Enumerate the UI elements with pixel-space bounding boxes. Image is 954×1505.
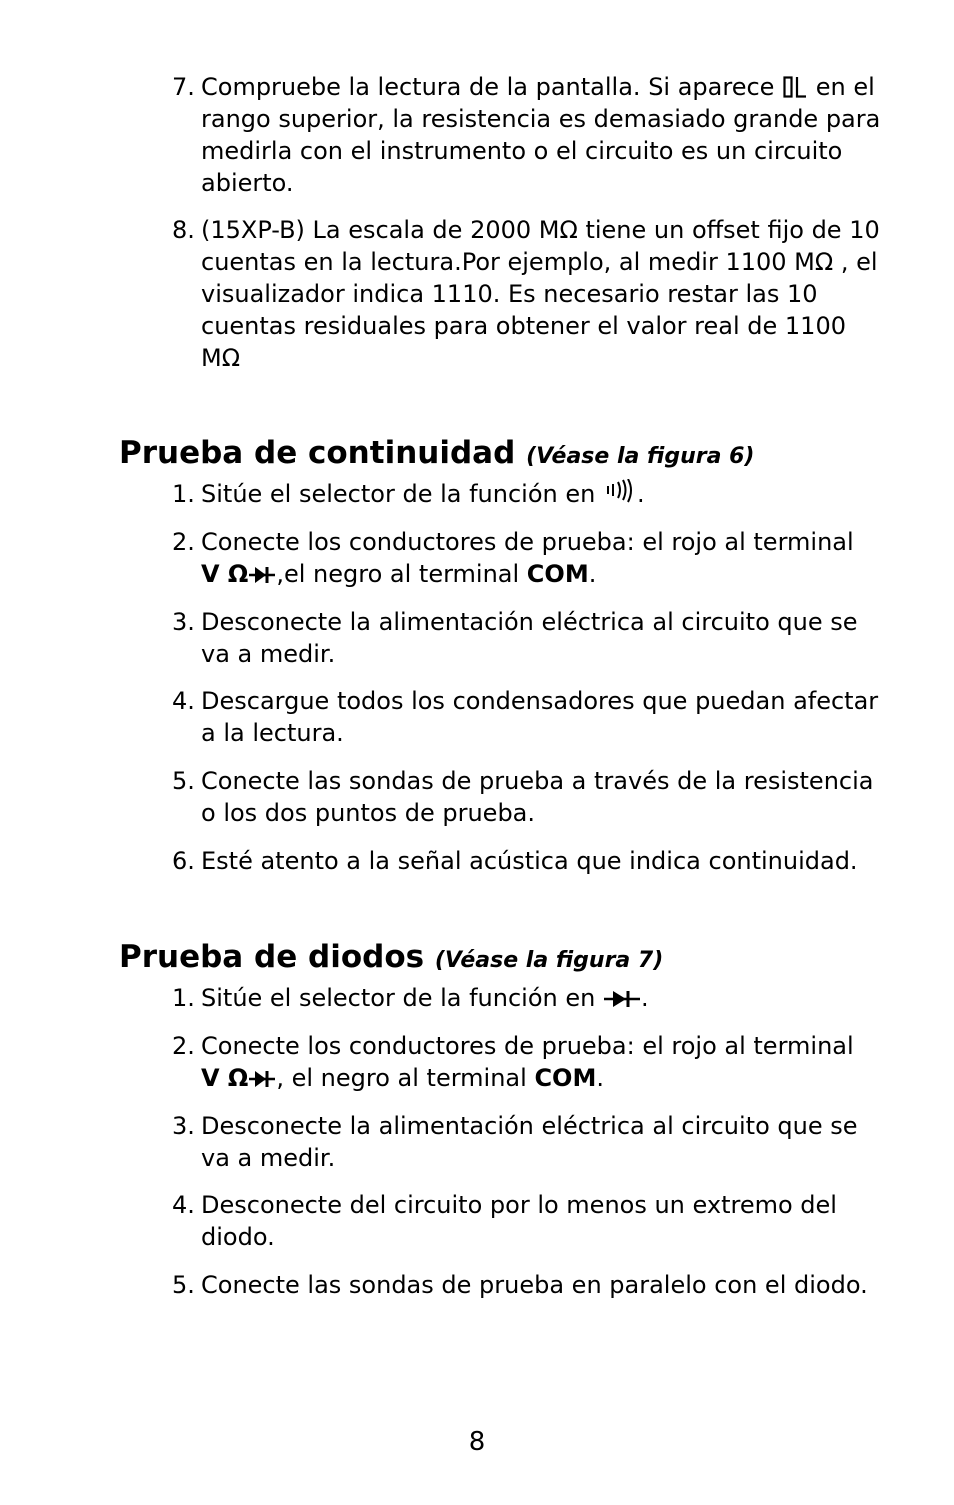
step-text: , el negro al terminal <box>276 1064 527 1092</box>
list-item <box>172 478 892 510</box>
step-number: 4. <box>172 687 195 715</box>
list-item <box>172 1189 892 1253</box>
terminal-label: V Ω <box>201 560 249 588</box>
step-text: Esté atento a la señal acústica que indica continuidad. <box>201 847 858 875</box>
step-text: . <box>636 480 645 508</box>
step-text: Sitúe el selector de la función en <box>201 480 596 508</box>
page-number: 8 <box>468 1427 486 1457</box>
com-terminal-label: COM <box>534 1064 597 1092</box>
step-number: 1. <box>172 480 195 508</box>
diode-icon <box>603 989 641 1009</box>
step-text: . <box>588 560 597 588</box>
figure-reference: (Véase la figura 6) <box>526 444 755 469</box>
list-item <box>172 765 892 829</box>
step-text: Conecte los conductores de prueba: el rojo al terminal <box>201 1032 854 1060</box>
step-text: Conecte las sondas de prueba en paralelo con el diodo. <box>201 1271 868 1299</box>
continuity-heading <box>119 434 754 476</box>
step-text: Descargue todos los condensadores que puedan afectar a la lectura. <box>201 687 879 747</box>
step-text: Sitúe el selector de la función en <box>201 984 596 1012</box>
com-terminal-label: COM <box>526 560 589 588</box>
step-number: 3. <box>172 1112 195 1140</box>
list-item <box>172 845 892 877</box>
list-item <box>172 1030 892 1094</box>
step-number: 1. <box>172 984 195 1012</box>
list-item <box>172 1269 892 1301</box>
step-text: Desconecte del circuito por lo menos un extremo del diodo. <box>201 1191 837 1251</box>
step-number: 4. <box>172 1191 195 1219</box>
step-number: 8. <box>172 216 195 244</box>
step-text: Conecte los conductores de prueba: el rojo al terminal <box>201 528 854 556</box>
step-text: Desconecte la alimentación eléctrica al circuito que se va a medir. <box>201 1112 858 1172</box>
step-number: 5. <box>172 767 195 795</box>
list-item <box>172 71 892 199</box>
step-text: . <box>640 984 649 1012</box>
terminal-label: V Ω <box>201 1064 249 1092</box>
continuity-beeper-icon <box>603 479 637 505</box>
step-text: ,el negro al terminal <box>276 560 520 588</box>
step-text: Conecte las sondas de prueba a través de la resistencia o los dos puntos de prueba. <box>201 767 874 827</box>
diode-icon <box>248 565 276 585</box>
section-title: Prueba de continuidad <box>119 435 516 471</box>
list-item <box>172 982 892 1014</box>
step-text: Compruebe la lectura de la pantalla. Si aparece <box>201 73 775 101</box>
step-number: 3. <box>172 608 195 636</box>
list-item <box>172 685 892 749</box>
step-text: en el rango superior, la resistencia es demasiado grande para medirla con el instrumento o el circuito es un circuito abierto. <box>201 73 881 197</box>
list-item <box>172 1110 892 1174</box>
step-number: 7. <box>172 73 195 101</box>
diode-heading <box>119 938 663 980</box>
ol-overload-icon <box>782 76 808 98</box>
step-number: 2. <box>172 528 195 556</box>
list-item <box>172 214 892 374</box>
list-item <box>172 606 892 670</box>
step-text: (15XP-B) La escala de 2000 MΩ tiene un offset fijo de 10 cuentas en la lectura.Por ejemplo, al medir 1100 MΩ , el visualizador indica 1110. Es necesario restar las 10 cuentas residuales para obtener el valor real de 1100 MΩ <box>201 216 880 372</box>
step-number: 5. <box>172 1271 195 1299</box>
list-item <box>172 526 892 590</box>
step-text: . <box>596 1064 604 1092</box>
step-number: 6. <box>172 847 195 875</box>
step-text: Desconecte la alimentación eléctrica al circuito que se va a medir. <box>201 608 858 668</box>
diode-icon <box>248 1069 276 1089</box>
figure-reference: (Véase la figura 7) <box>434 948 664 973</box>
step-number: 2. <box>172 1032 195 1060</box>
section-title: Prueba de diodos <box>119 939 425 975</box>
